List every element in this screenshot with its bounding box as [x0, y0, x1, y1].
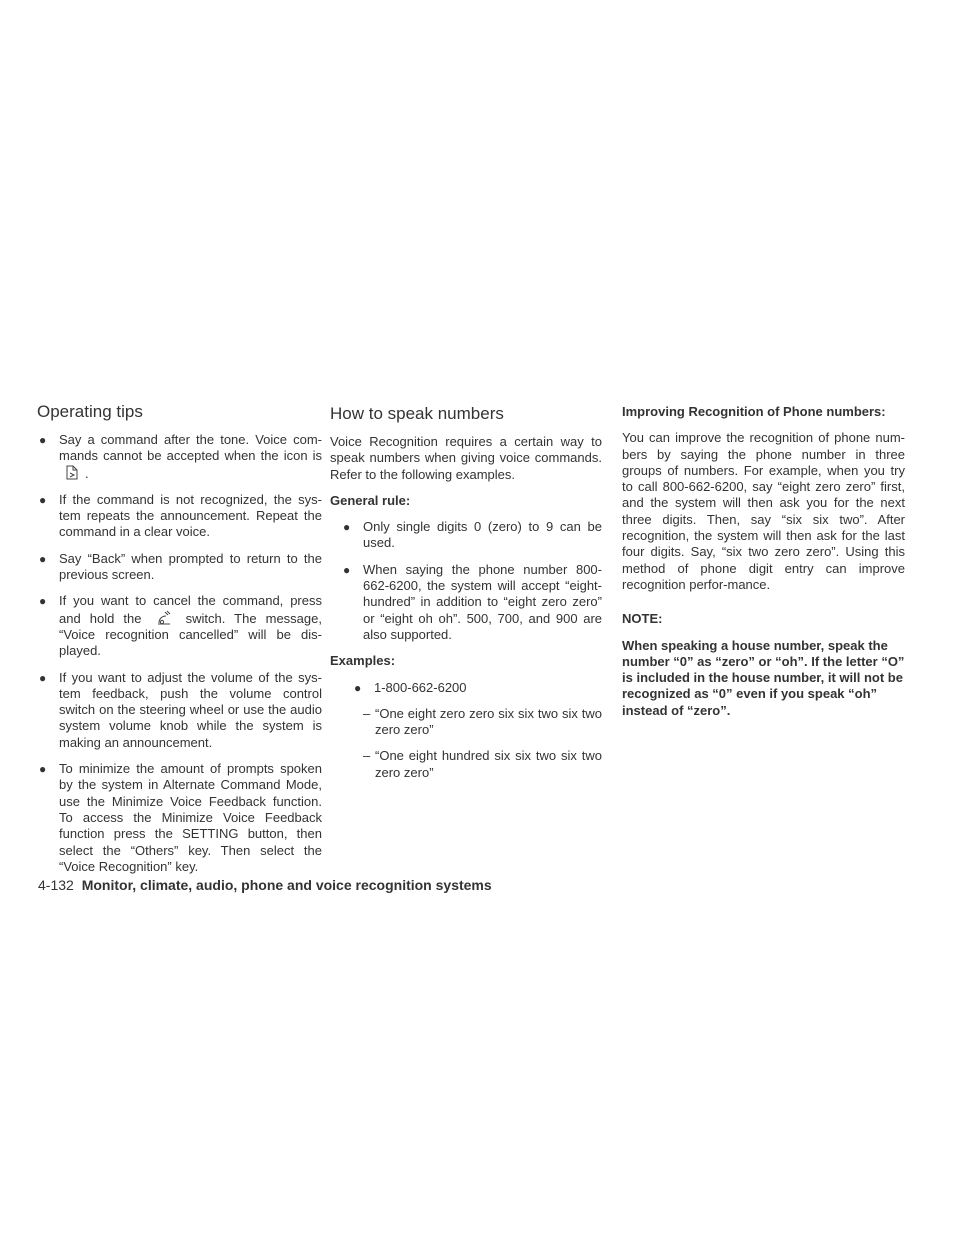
speak-numbers-intro: Voice Recognition requires a certain way to speak numbers when giving voice commands. Refer to the following examples.: [330, 434, 602, 482]
improving-recognition-section: [622, 404, 905, 729]
list-item: ● To minimize the amount of prompts spoken by the system in Alternate Command Mode, use the Minimize Voice Feedback function. To access the Minimize Voice Feedback function press the SETTING button, then select the “Others” key. Then select the “Voice Recognition” key.: [37, 761, 322, 875]
note-label: NOTE:: [622, 611, 663, 627]
list-item: – “One eight hundred six six two six two zero zero”: [363, 748, 602, 781]
list-item: ● Say a command after the tone. Voice com-mands cannot be accepted when the icon is .: [37, 432, 322, 482]
general-rule-label: General rule:: [330, 492, 411, 508]
talk-switch-icon: [151, 610, 177, 624]
list-item: – “One eight zero zero six six two six two zero zero”: [363, 706, 602, 739]
list-item: ● If you want to cancel the command, press and hold the switch. The message, “Voice recognition cancelled” will be dis-played.: [37, 593, 322, 659]
improving-body: You can improve the recognition of phone num-bers by saying the phone number in three groups of numbers. For example, when you try to call 800-662-6200, say “eight zero zero” first, and the system will then ask you for the next three digits. Then, say “six six two”. After recognition, the system will then ask for the last four digits. Say, “six two zero zero”. Using this method of phone digit entry can improve recognition perfor-mance.: [622, 430, 905, 592]
note-text: When speaking a house number, speak the number “0” as “zero” or “oh”. If the letter “O” is included in the house number, it will not be recognized as “0” even if you speak “oh” instead of “zero”.: [622, 637, 905, 718]
list-item: ● Only single digits 0 (zero) to 9 can be used.: [341, 519, 602, 552]
page-number: 4-132: [38, 877, 74, 893]
list-item: ● If you want to adjust the volume of the sys-tem feedback, push the volume control switch on the steering wheel or use the audio system volume knob while the system is making an announcement.: [37, 670, 322, 751]
voice-inactive-icon: [59, 465, 85, 479]
operating-tips-section: [37, 402, 322, 885]
chapter-title: Monitor, climate, audio, phone and voice recognition systems: [81, 877, 492, 893]
page-footer: [38, 876, 638, 894]
list-item: ● If the command is not recognized, the sys-tem repeats the announcement. Repeat the command in a clear voice.: [37, 492, 322, 541]
examples-label: Examples:: [330, 653, 396, 669]
speak-numbers-section: [330, 404, 602, 791]
operating-tips-list: [37, 432, 322, 875]
operating-tips-title: Operating tips: [37, 402, 143, 421]
list-item: ● When saying the phone number 800-662-6200, the system will accept “eight-hundred” in addition to “eight zero zero” or “eight oh oh”. 500, 700, and 900 are also supported.: [341, 562, 602, 643]
improving-title: Improving Recognition of Phone numbers:: [622, 404, 886, 419]
speak-numbers-title: How to speak numbers: [330, 404, 504, 423]
examples-list: [341, 680, 602, 696]
general-rule-list: [330, 519, 602, 643]
list-item: ● Say “Back” when prompted to return to the previous screen.: [37, 551, 322, 584]
example-dash-list: [363, 706, 602, 781]
list-item: ● 1-800-662-6200: [352, 680, 602, 696]
